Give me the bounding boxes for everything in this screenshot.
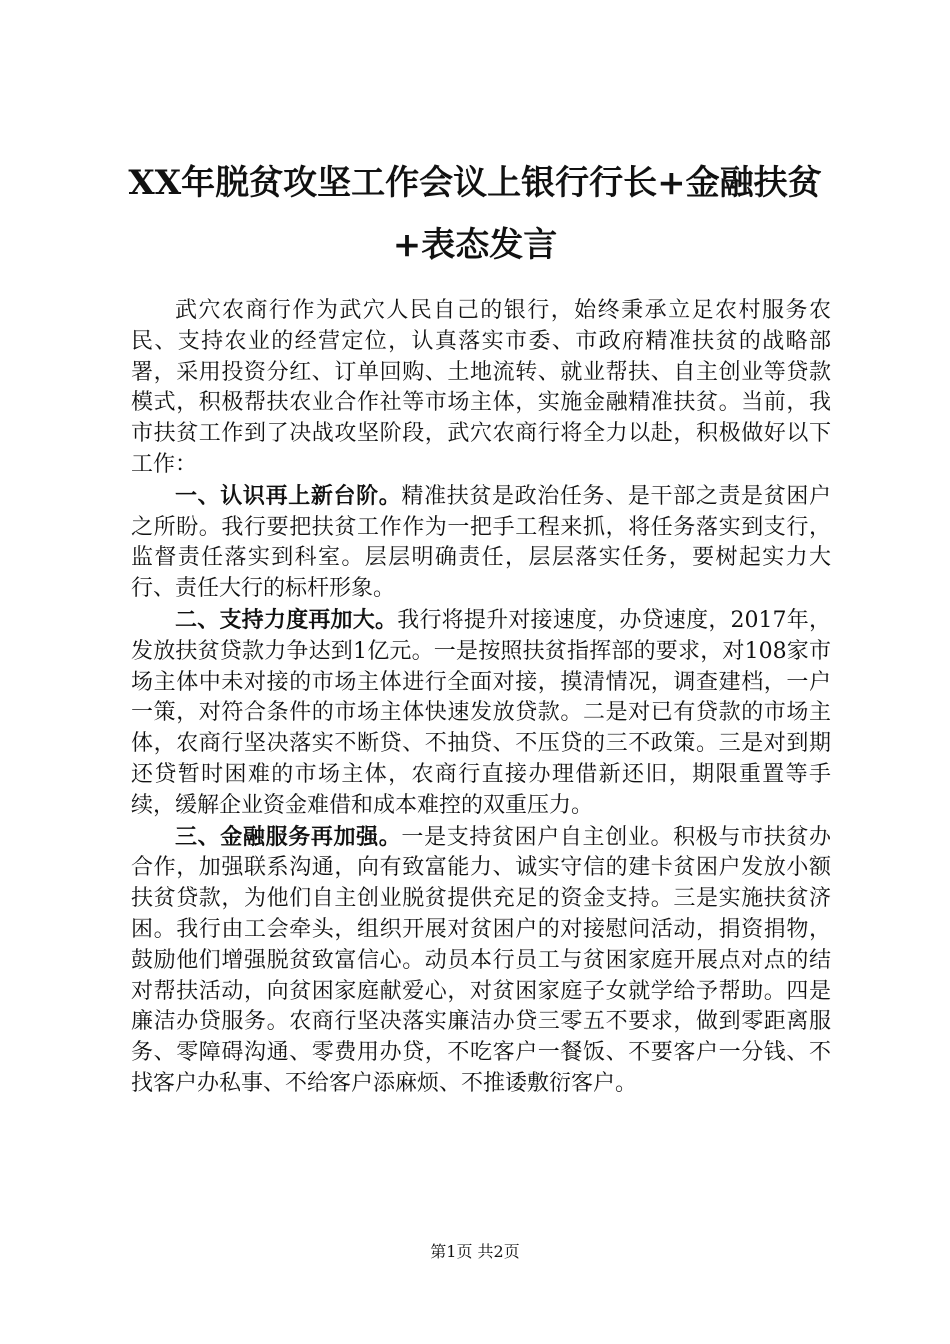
section-paragraph-3 (131, 822, 831, 1100)
page-number-footer: 第1页 共2页 (430, 1242, 520, 1261)
intro-paragraph: 武穴农商行作为武穴人民自己的银行，始终秉承立足农村服务农民、支持农业的经营定位，认真落实市委、市政府精准扶贫的战略部署，采用投资分红、订单回购、土地流转、就业帮扶、自主创业等贷款模式，积极帮扶农业合作社等市场主体，实施金融精准扶贫。当前，我市扶贫工作到了决战攻坚阶段，武穴农商行将全力以赴，积极做好以下工作： (131, 298, 831, 477)
section-text-3: 一是支持贫困户自主创业。积极与市扶贫办合作，加强联系沟通，向有致富能力、诚实守信的建卡贫困户发放小额扶贫贷款，为他们自主创业脱贫提供充足的资金支持。三是实施扶贫济困。我行由工会牵头，组织开展对贫困户的对接慰问活动，捐资捐物，鼓励他们增强脱贫致富信心。动员本行员工与贫困家庭开展点对点的结对帮扶活动，向贫困家庭献爱心，对贫困家庭子女就学给予帮助。四是廉洁办贷服务。农商行坚决落实廉洁办贷三零五不要求，做到零距离服务、零障碍沟通、零费用办贷，不吃客户一餐饭、不要客户一分钱、不找客户办私事、不给客户添麻烦、不推诿敷衍客户。 (131, 824, 831, 1096)
section-text-2: 我行将提升对接速度，办贷速度，2017年，发放扶贫贷款力争达到1亿元。一是按照扶贫指挥部的要求，对108家市场主体中未对接的市场主体进行全面对接，摸清情况，调查建档，一户一策，对符合条件的市场主体快速发放贷款。二是对已有贷款的市场主体，农商行坚决落实不断贷、不抽贷、不压贷的三不政策。三是对到期还贷暂时困难的市场主体，农商行直接办理借新还旧，期限重置等手续，缓解企业资金难借和成本难控的双重压力。 (131, 607, 831, 818)
section-heading-2: 二、支持力度再加大。 (175, 606, 398, 633)
section-heading-1: 一、认识再上新台阶。 (175, 482, 402, 509)
document-title-line-2: +表态发言 (392, 225, 558, 265)
section-paragraph-1 (131, 481, 831, 605)
section-text-1: 精准扶贫是政治任务、是干部之责是贫困户之所盼。我行要把扶贫工作作为一把手工程来抓，将任务落实到支行，监督责任落实到科室。层层明确责任，层层落实任务，要树起实力大行、责任大行的标杆形象。 (131, 483, 831, 602)
section-paragraph-2 (131, 605, 831, 822)
document-title-line-1: XX年脱贫攻坚工作会议上银行行长+金融扶贫 (128, 163, 822, 203)
section-heading-3: 三、金融服务再加强。 (175, 823, 402, 850)
document-body (131, 296, 831, 1100)
